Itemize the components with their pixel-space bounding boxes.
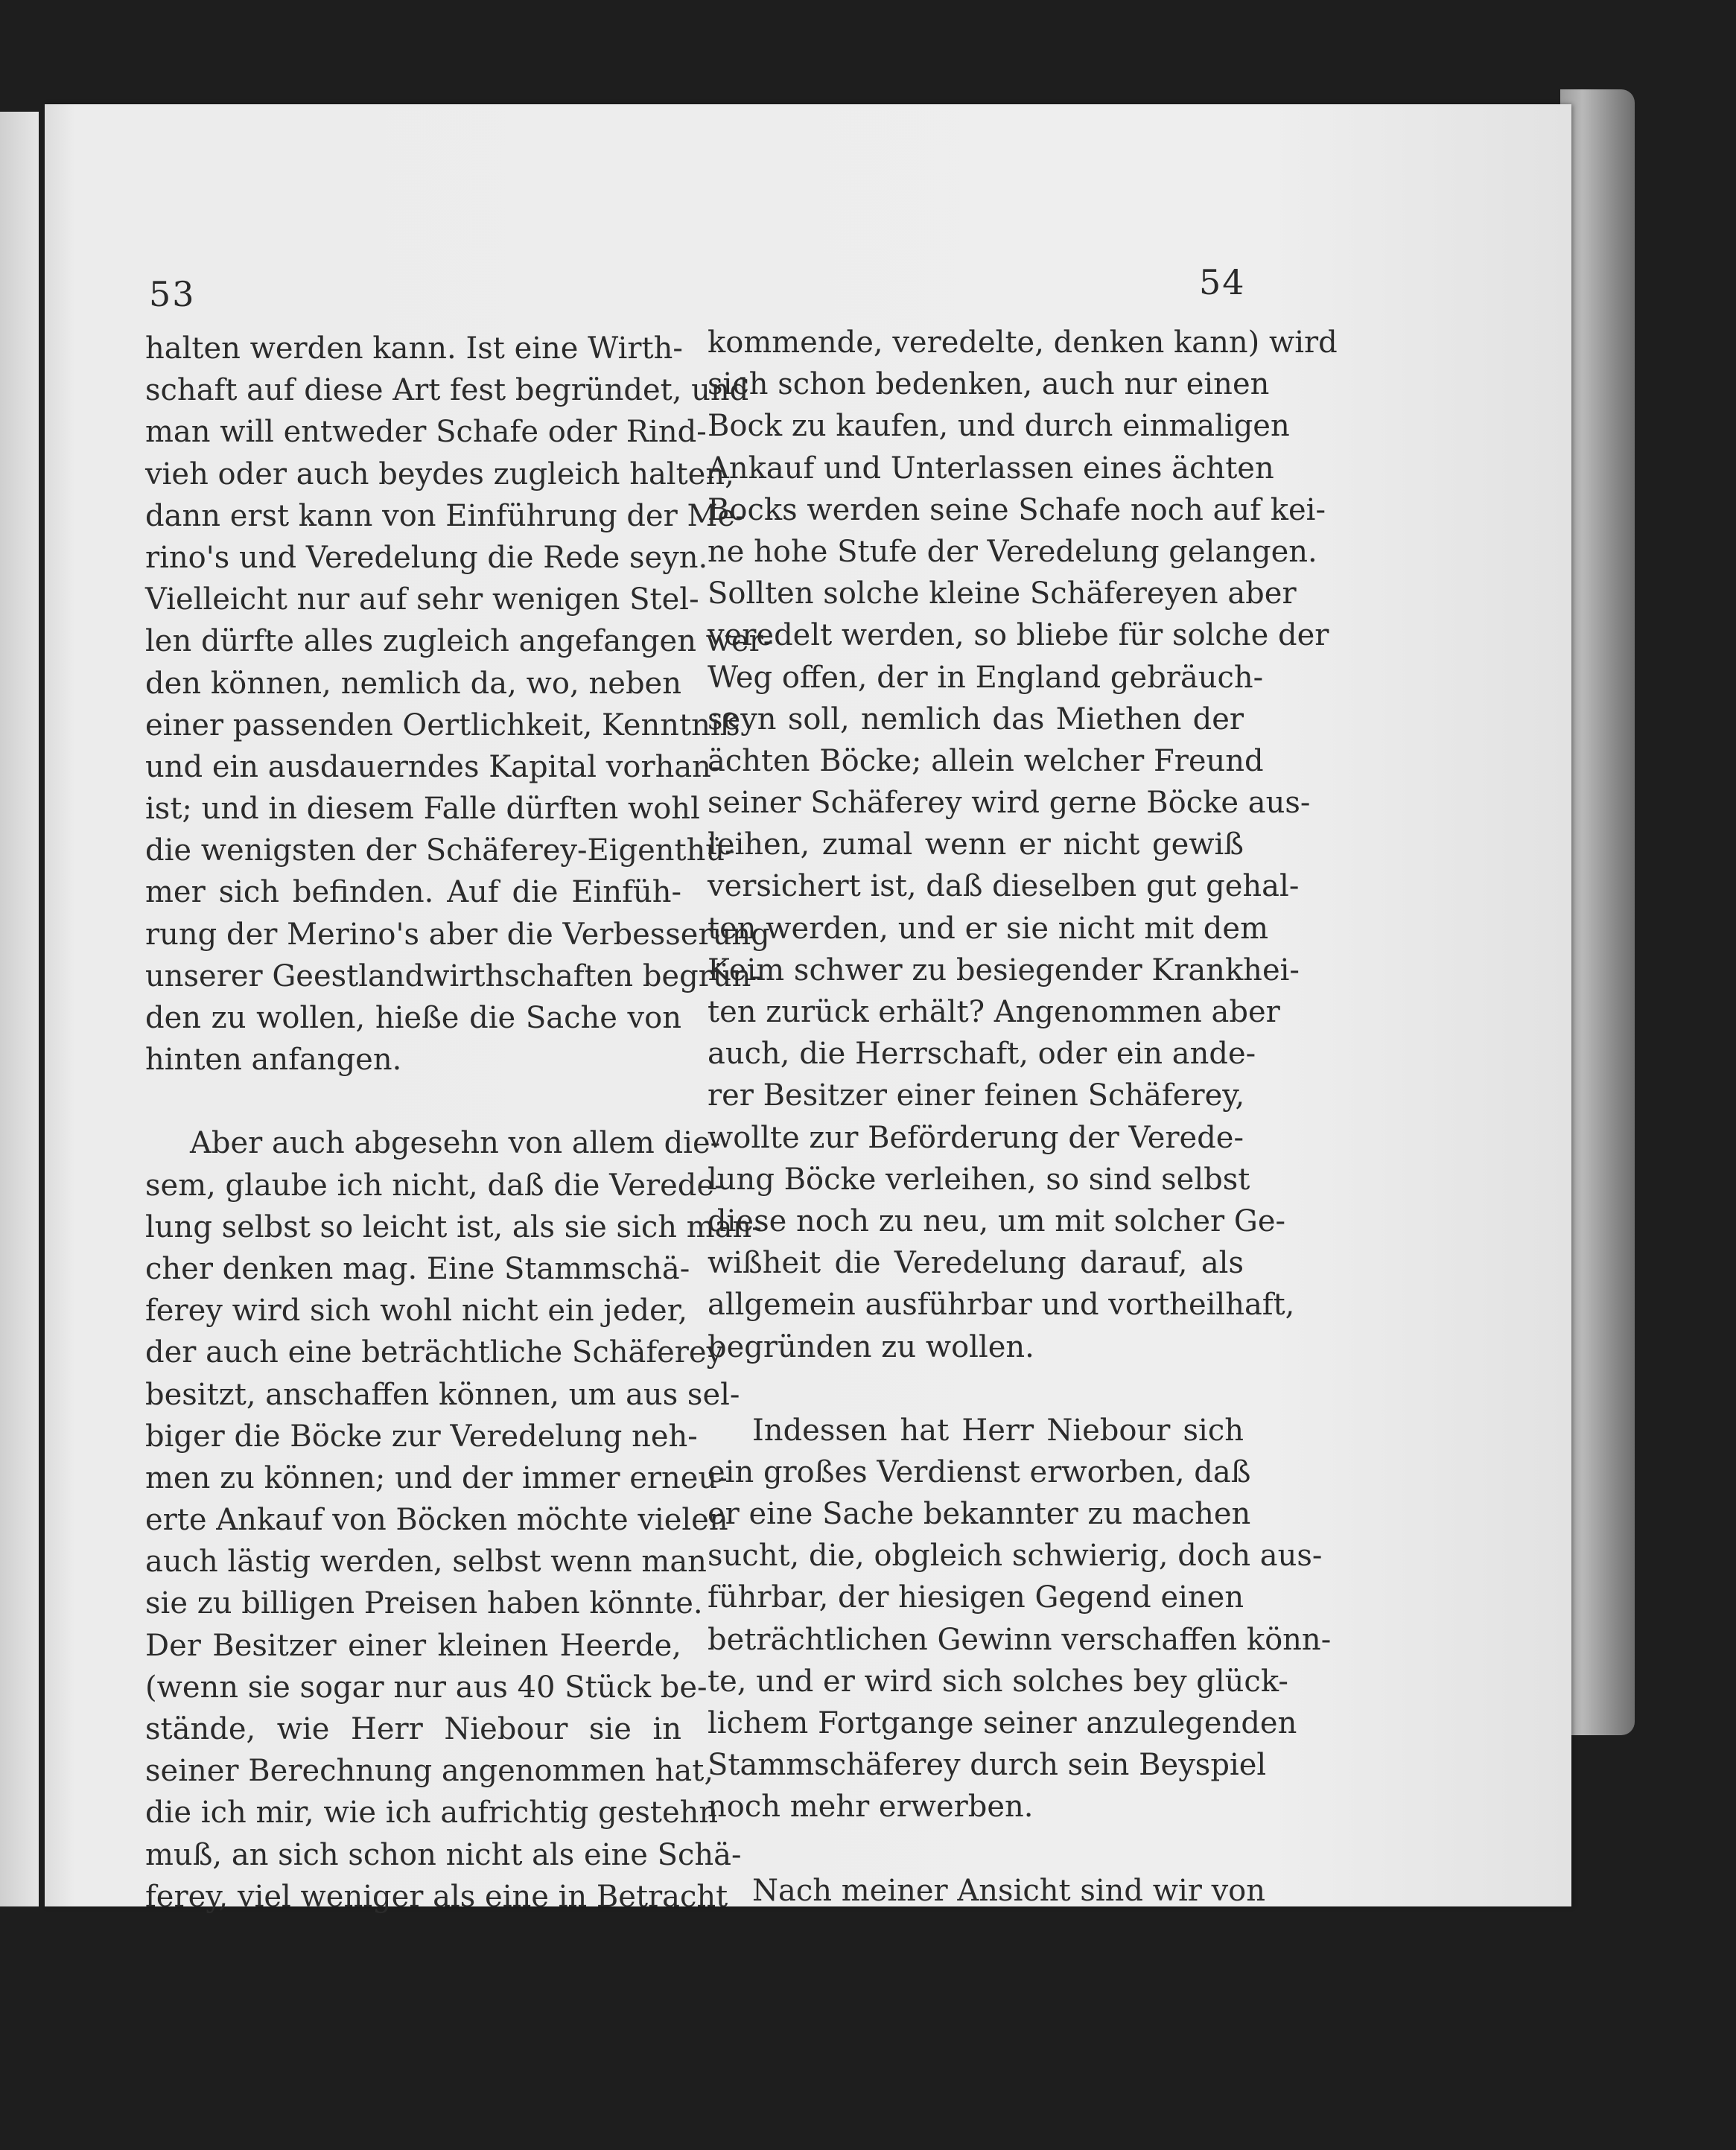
text-line: den zu wollen, hieße die Sache von <box>145 1001 681 1035</box>
text-line: leihen, zumal wenn er nicht gewiß <box>708 827 1244 862</box>
text-line: Bocks werden seine Schafe noch auf kei- <box>708 492 1326 527</box>
text-line: kommende, veredelte, denken kann) wird <box>708 325 1338 360</box>
text-line: Der Besitzer einer kleinen Heerde, <box>145 1628 681 1663</box>
text-line: beträchtlichen Gewinn verschaffen könn- <box>708 1622 1332 1657</box>
text-line: len dürfte alles zugleich angefangen wer- <box>145 624 774 659</box>
text-line: diese noch zu neu, um mit solcher Ge- <box>708 1203 1286 1238</box>
text-line: die wenigsten der Schäferey-Eigenthü- <box>145 833 735 868</box>
text-line: schaft auf diese Art fest begründet, und <box>145 373 749 408</box>
text-line: auch lästig werden, selbst wenn man <box>145 1545 707 1580</box>
text-line: rer Besitzer einer feinen Schäferey, <box>708 1078 1245 1113</box>
text-line: Keim schwer zu besiegender Krankhei- <box>708 952 1300 987</box>
text-line: Weg offen, der in England gebräuch- <box>708 660 1264 695</box>
text-line: auch, die Herrschaft, oder ein ande- <box>708 1037 1256 1072</box>
text-line: die ich mir, wie ich aufrichtig gestehn <box>145 1796 719 1831</box>
text-line: lung Böcke verleihen, so sind selbst <box>708 1162 1250 1197</box>
text-line: seiner Berechnung angenommen hat, <box>145 1754 714 1789</box>
paragraph-gap <box>145 1081 681 1122</box>
paragraph <box>145 1122 762 1918</box>
paragraph <box>708 322 1338 1368</box>
text-line: der auch eine beträchtliche Schäferey <box>145 1335 724 1370</box>
text-line: noch mehr erwerben. <box>708 1790 1034 1825</box>
text-line: hinten anfangen. <box>145 1043 402 1078</box>
text-line: halten werden kann. Ist eine Wirth- <box>145 331 683 366</box>
text-line: Sollten solche kleine Schäfereyen aber <box>708 576 1297 611</box>
text-line: (wenn sie sogar nur aus 40 Stück be- <box>145 1670 708 1705</box>
text-line: er eine Sache bekannter zu machen <box>708 1497 1251 1532</box>
text-line: seyn soll, nemlich das Miethen der <box>708 702 1244 737</box>
text-line: vieh oder auch beydes zugleich halten, <box>145 457 734 492</box>
text-line: Bock zu kaufen, und durch einmaligen <box>708 409 1290 444</box>
text-line: ne hohe Stufe der Veredelung gelangen. <box>708 534 1317 569</box>
text-line: ten werden, und er sie nicht mit dem <box>708 911 1269 946</box>
paragraph <box>708 1870 1266 1912</box>
text-line: mer sich befinden. Auf die Einfüh- <box>145 875 681 910</box>
text-line: und ein ausdauerndes Kapital vorhan- <box>145 749 722 784</box>
book-cover-edge <box>1560 89 1635 1735</box>
text-column-left <box>145 328 774 1918</box>
text-line: sie zu billigen Preisen haben könnte. <box>145 1586 703 1621</box>
text-line: führbar, der hiesigen Gegend einen <box>708 1580 1244 1615</box>
text-line: ächten Böcke; allein welcher Freund <box>708 743 1264 778</box>
text-line: lung selbst so leicht ist, als sie sich man- <box>145 1209 762 1244</box>
text-column-right <box>708 322 1338 1912</box>
text-line: den können, nemlich da, wo, neben <box>145 666 681 701</box>
text-line: men zu können; und der immer erneu- <box>145 1460 728 1495</box>
text-line: wollte zur Beförderung der Verede- <box>708 1120 1244 1155</box>
text-line: sem, glaube ich nicht, daß die Verede- <box>145 1168 725 1203</box>
text-line: begründen zu wollen. <box>708 1329 1034 1364</box>
text-line: wißheit die Veredelung darauf, als <box>708 1246 1244 1281</box>
text-line: rino's und Veredelung die Rede seyn. <box>145 540 708 575</box>
previous-page-edge <box>0 112 39 1906</box>
text-line: Vielleicht nur auf sehr wenigen Stel- <box>145 582 699 617</box>
text-line: ein großes Verdienst erworben, daß <box>708 1454 1251 1489</box>
text-line: Stammschäferey durch sein Beyspiel <box>708 1748 1267 1783</box>
text-line: allgemein ausführbar und vortheilhaft, <box>708 1288 1295 1323</box>
text-line: veredelt werden, so bliebe für solche der <box>708 618 1329 653</box>
text-line: biger die Böcke zur Veredelung neh- <box>145 1419 698 1454</box>
text-line: ferey, viel weniger als eine in Betracht <box>145 1879 728 1914</box>
text-line: dann erst kann von Einführung der Me- <box>145 498 745 533</box>
paragraph-gap <box>708 1828 1244 1870</box>
paragraph <box>145 328 774 1081</box>
text-line: sucht, die, obgleich schwierig, doch aus- <box>708 1539 1323 1574</box>
text-line: stände, wie Herr Niebour sie in <box>145 1712 681 1746</box>
page-number-left: 53 <box>149 274 196 314</box>
text-line: unserer Geestlandwirthschaften begrün- <box>145 958 761 993</box>
text-line: ten zurück erhält? Angenommen aber <box>708 995 1280 1029</box>
text-line: einer passenden Oertlichkeit, Kenntniß <box>145 707 740 742</box>
page-number-right: 54 <box>1199 262 1246 302</box>
text-line: besitzt, anschaffen können, um aus sel- <box>145 1377 740 1412</box>
text-line: seiner Schäferey wird gerne Böcke aus- <box>708 786 1311 821</box>
text-line: Indessen hat Herr Niebour sich <box>752 1413 1244 1448</box>
text-line: versichert ist, daß dieselben gut gehal- <box>708 869 1300 904</box>
text-line: man will entweder Schafe oder Rind- <box>145 415 707 450</box>
text-line: ist; und in diesem Falle dürften wohl <box>145 792 700 827</box>
text-line: te, und er wird sich solches bey glück- <box>708 1664 1288 1699</box>
text-line: muß, an sich schon nicht als eine Schä- <box>145 1837 742 1872</box>
paragraph <box>708 1410 1332 1828</box>
text-line: lichem Fortgange seiner anzulegenden <box>708 1706 1297 1740</box>
text-line: erte Ankauf von Böcken möchte vielen <box>145 1503 728 1538</box>
text-line: ferey wird sich wohl nicht ein jeder, <box>145 1294 688 1329</box>
text-line: rung der Merino's aber die Verbesserung <box>145 917 770 952</box>
text-line: cher denken mag. Eine Stammschä- <box>145 1251 690 1286</box>
paragraph-gap <box>708 1368 1244 1410</box>
text-line: Ankauf und Unterlassen eines ächten <box>708 451 1274 486</box>
text-line: Aber auch abgesehn von allem die- <box>190 1126 721 1161</box>
text-line: Nach meiner Ansicht sind wir von <box>752 1873 1266 1908</box>
text-line: sich schon bedenken, auch nur einen <box>708 367 1270 402</box>
